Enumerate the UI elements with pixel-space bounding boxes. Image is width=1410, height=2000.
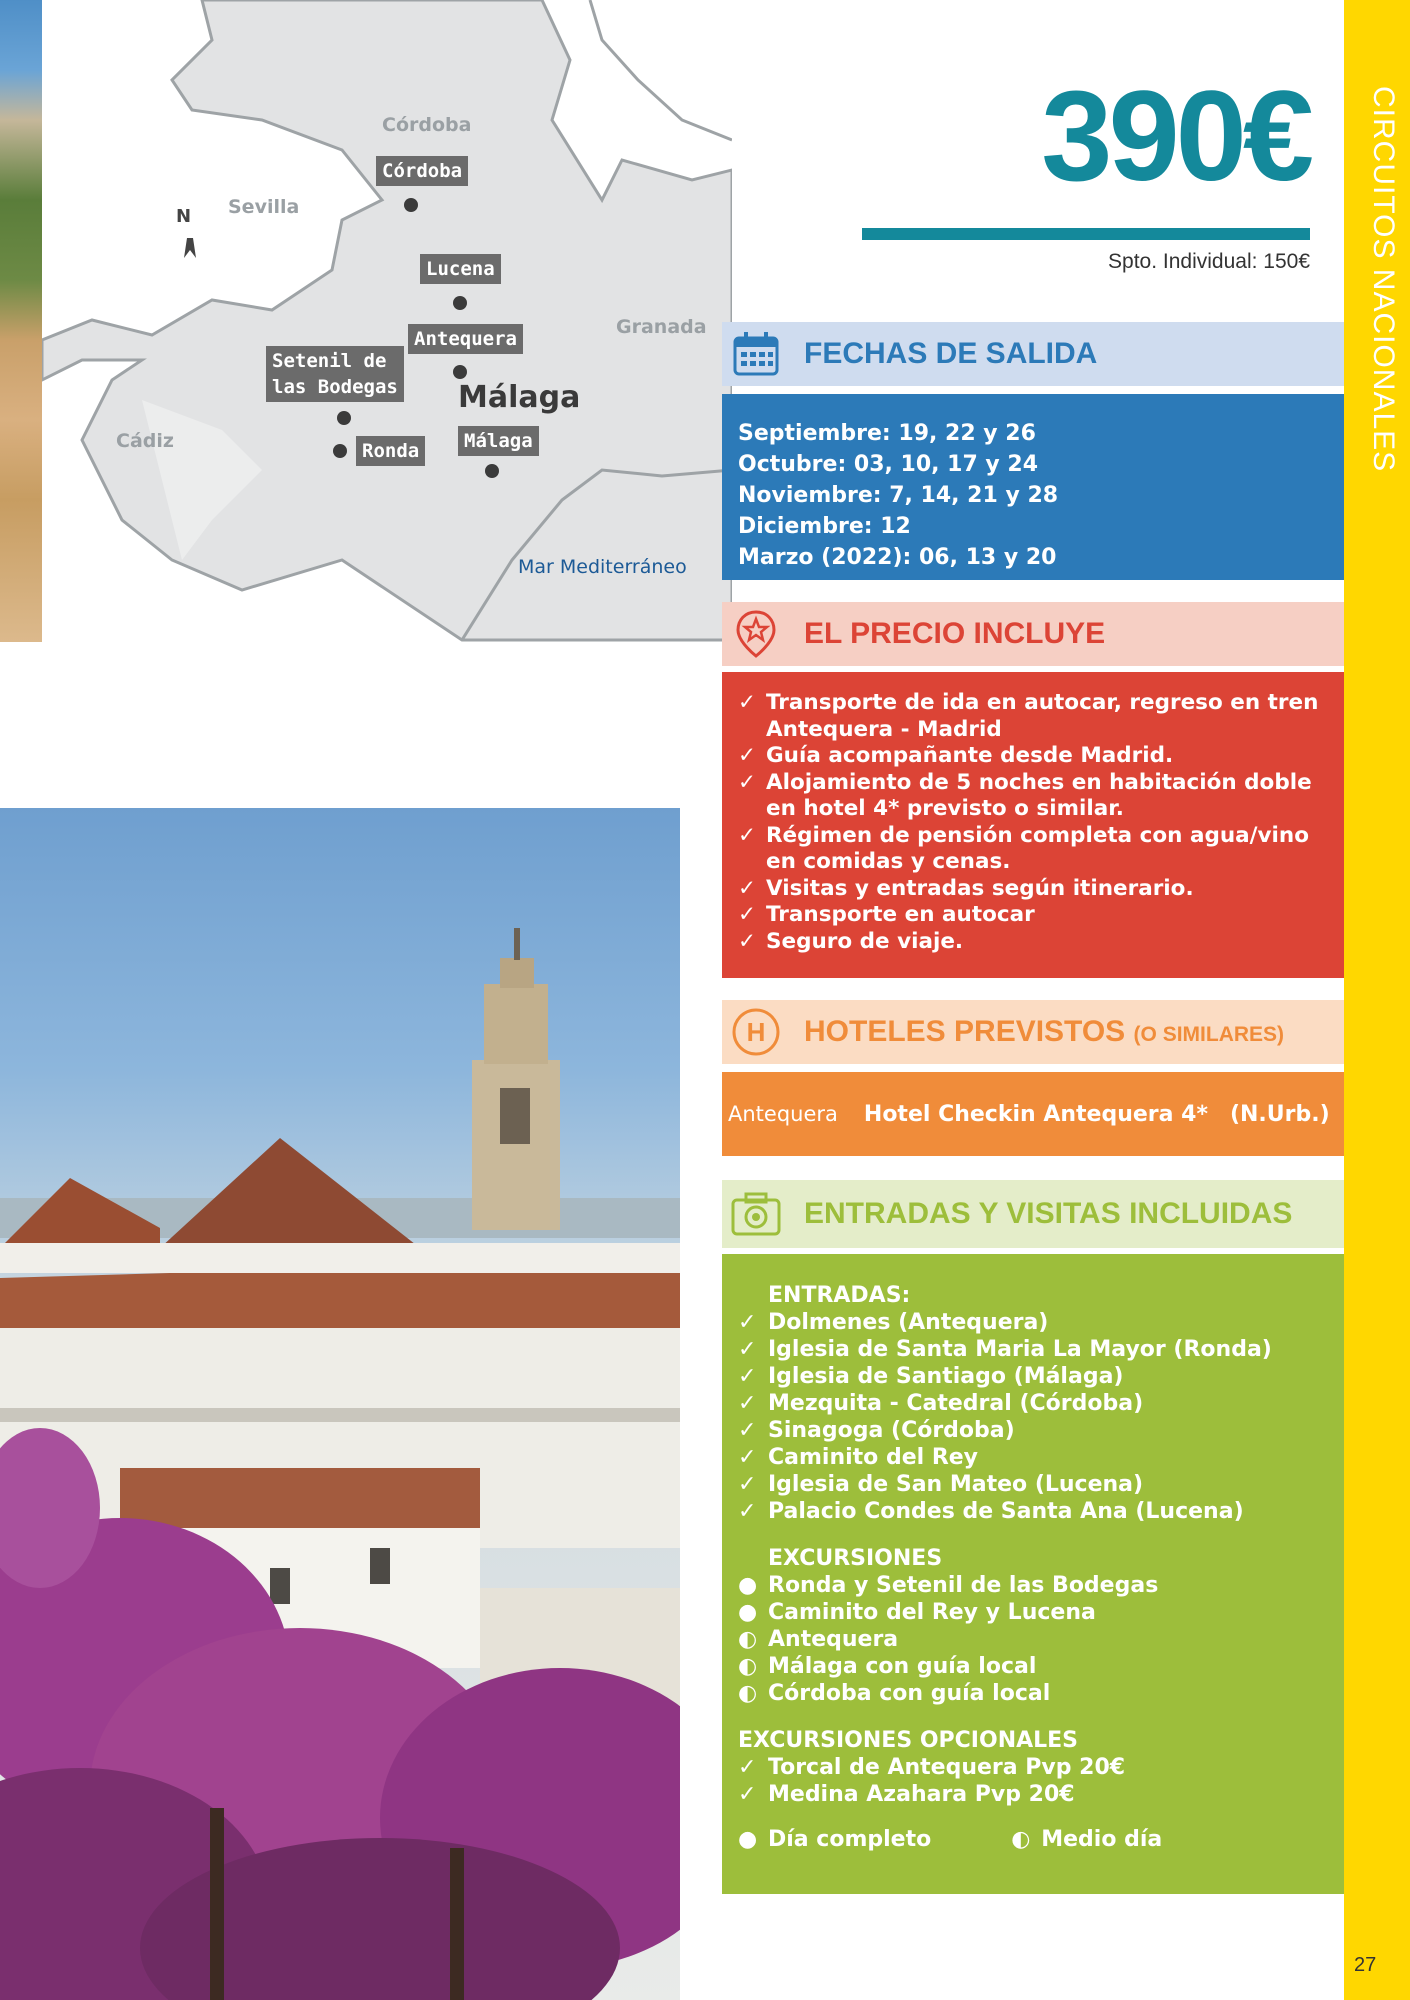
city-tag-malaga: Málaga	[458, 426, 539, 456]
entry-item: ✓ Sinagoga (Córdoba)	[738, 1418, 1015, 1443]
region-label-cordoba: Córdoba	[382, 114, 472, 136]
region-label-cadiz: Cádiz	[116, 430, 174, 452]
check-icon: ✓	[738, 1418, 757, 1443]
excursion-item: ◐ Córdoba con guía local	[738, 1681, 1051, 1706]
include-item: ✓ Guía acompañante desde Madrid.	[738, 743, 1174, 768]
half-day-icon: ◐	[738, 1627, 758, 1652]
hotels-header	[722, 1000, 1344, 1064]
city-tag-lucena: Lucena	[420, 254, 501, 284]
dates-title: FECHAS DE SALIDA	[804, 337, 1098, 370]
city-dot-malaga	[485, 464, 499, 478]
excursions-heading: EXCURSIONES	[768, 1546, 943, 1571]
sea-label: Mar Mediterráneo	[518, 556, 687, 578]
city-tag-antequera: Antequera	[408, 324, 523, 354]
city-dot-cordoba	[404, 198, 418, 212]
entries-heading: ENTRADAS:	[768, 1283, 911, 1308]
entry-item: ✓ Iglesia de Santiago (Málaga)	[738, 1364, 1124, 1389]
date-item: Noviembre: 7, 14, 21 y 28	[738, 483, 1059, 508]
hotel-city: Antequera	[728, 1102, 838, 1126]
entry-item: ✓ Iglesia de Santa Maria La Mayor (Ronda)	[738, 1337, 1272, 1362]
date-item: Septiembre: 19, 22 y 26	[738, 421, 1036, 446]
check-icon: ✓	[738, 875, 757, 901]
check-icon: ✓	[738, 902, 757, 927]
city-dot-setenil	[337, 411, 351, 425]
city-label-malaga: Málaga	[458, 380, 581, 415]
cliff-photo	[0, 0, 42, 642]
optional-item: ✓ Torcal de Antequera Pvp 20€	[738, 1755, 1126, 1780]
check-icon: ✓	[738, 1782, 757, 1807]
city-tag-setenil: Setenil de las Bodegas	[266, 346, 404, 402]
half-day-icon: ◐	[738, 1681, 758, 1706]
map-pin-star-icon	[730, 608, 782, 660]
half-day-icon: ◐	[738, 1654, 758, 1679]
price-rule	[862, 228, 1310, 240]
includes-header	[722, 602, 1344, 666]
city-tag-cordoba: Córdoba	[376, 156, 468, 186]
entry-item: ✓ Dolmenes (Antequera)	[738, 1310, 1049, 1335]
hotel-icon	[730, 1006, 782, 1058]
check-icon: ✓	[738, 690, 757, 715]
includes-title: EL PRECIO INCLUYE	[804, 617, 1106, 650]
optional-item: ✓ Medina Azahara Pvp 20€	[738, 1782, 1075, 1807]
entry-item: ✓ Iglesia de San Mateo (Lucena)	[738, 1472, 1144, 1497]
check-icon: ✓	[738, 1391, 757, 1416]
page-number: 27	[1354, 1954, 1377, 1976]
legend-full-day: ● Día completo	[738, 1827, 932, 1852]
single-supplement: Spto. Individual: 150€	[1108, 250, 1310, 273]
check-icon: ✓	[738, 769, 757, 795]
full-day-icon: ●	[738, 1600, 758, 1625]
section-label: CIRCUITOS NACIONALES	[1367, 86, 1400, 473]
route-map	[42, 0, 732, 642]
optional-heading: EXCURSIONES OPCIONALES	[738, 1728, 1079, 1753]
hotels-title: HOTELES PREVISTOS	[804, 1015, 1126, 1048]
include-item: ✓ Transporte de ida en autocar, regreso en tren Antequera - Madrid	[738, 690, 1319, 742]
check-icon: ✓	[738, 1364, 757, 1389]
full-day-icon: ●	[738, 1573, 758, 1598]
check-icon: ✓	[738, 1472, 757, 1497]
include-item: ✓ Visitas y entradas según itinerario.	[738, 875, 1194, 901]
include-item: ✓ Transporte en autocar	[738, 902, 1035, 927]
region-label-sevilla: Sevilla	[228, 196, 300, 218]
include-item: ✓ Seguro de viaje.	[738, 928, 964, 954]
legend	[738, 1826, 1328, 1853]
visits-title: ENTRADAS Y VISITAS INCLUIDAS	[804, 1197, 1293, 1230]
excursion-item: ● Ronda y Setenil de las Bodegas	[738, 1573, 1159, 1598]
check-icon: ✓	[738, 1499, 757, 1524]
entry-item: ✓ Caminito del Rey	[738, 1445, 979, 1470]
visits-body	[722, 1254, 1344, 1894]
city-dot-antequera	[453, 365, 467, 379]
date-item: Diciembre: 12	[738, 514, 911, 539]
north-arrow-icon: N	[176, 206, 192, 227]
entry-item: ✓ Mezquita - Catedral (Córdoba)	[738, 1391, 1144, 1416]
dates-body	[722, 394, 1344, 580]
check-icon: ✓	[738, 1310, 757, 1335]
legend-half-day: ◐ Medio día	[1011, 1827, 1163, 1852]
half-day-icon: ◐	[1011, 1827, 1031, 1852]
entry-item: ✓ Palacio Condes de Santa Ana (Lucena)	[738, 1499, 1244, 1524]
include-item: ✓ Régimen de pensión completa con agua/vino en comidas y cenas.	[738, 822, 1310, 874]
date-item: Marzo (2022): 06, 13 y 20	[738, 545, 1057, 570]
city-tag-ronda: Ronda	[356, 436, 425, 466]
visits-header	[722, 1180, 1344, 1248]
full-day-icon: ●	[738, 1827, 758, 1852]
includes-body	[722, 672, 1344, 978]
hotels-title-suffix: (O SIMILARES)	[1133, 1023, 1285, 1046]
svg-text:H: H	[746, 1017, 766, 1047]
town-photo	[0, 808, 680, 2000]
region-label-granada: Granada	[616, 316, 707, 338]
date-item: Octubre: 03, 10, 17 y 24	[738, 452, 1039, 477]
price-amount: 390€	[1041, 65, 1310, 208]
city-dot-lucena	[453, 296, 467, 310]
check-icon: ✓	[738, 1445, 757, 1470]
check-icon: ✓	[738, 743, 757, 768]
excursion-item: ◐ Antequera	[738, 1627, 899, 1652]
check-icon: ✓	[738, 928, 757, 954]
hotel-name: Hotel Checkin Antequera 4*	[863, 1101, 1208, 1127]
excursion-item: ◐ Málaga con guía local	[738, 1654, 1037, 1679]
check-icon: ✓	[738, 1337, 757, 1362]
hotel-type: (N.Urb.)	[1229, 1101, 1330, 1127]
include-item: ✓ Alojamiento de 5 noches en habitación doble en hotel 4* previsto o similar.	[738, 769, 1312, 821]
excursion-item: ● Caminito del Rey y Lucena	[738, 1600, 1096, 1625]
check-icon: ✓	[738, 822, 757, 848]
dates-header	[722, 322, 1344, 386]
city-dot-ronda	[333, 444, 347, 458]
hotels-body	[722, 1072, 1344, 1156]
check-icon: ✓	[738, 1755, 757, 1780]
camera-icon	[730, 1188, 782, 1240]
calendar-icon	[730, 328, 782, 380]
